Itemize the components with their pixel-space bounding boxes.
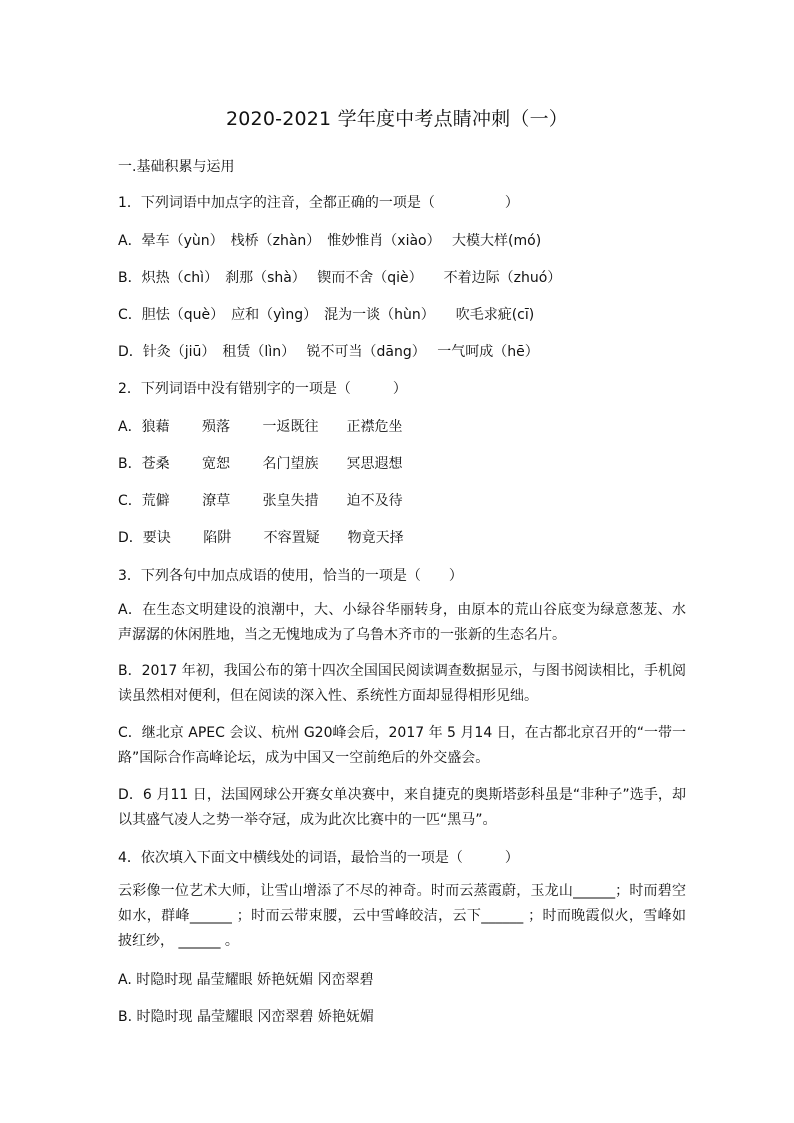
question-3-option-b: B．2017 年初，我国公布的第十四次全国国民阅读调查数据显示，与图书阅读相比，手机阅读虽然相对便利，但在阅读的深入性、系统性方面却显得相形见绌。 <box>118 663 686 704</box>
question-4-option-b: B. 时隐时现 晶莹耀眼 冈峦翠碧 娇艳妩媚 <box>118 1009 374 1025</box>
question-1-option-d: D．针灸（jiū） 租赁（lìn） 锐不可当（dāng） 一气呵成（hē） <box>118 344 539 360</box>
question-3-option-d: D．6 月11 日，法国网球公开赛女单决赛中，来自捷克的奥斯塔彭科虽是“非种子”选手，却以其盛气凌人之势一举夺冠，成为此次比赛中的一匹“黑马”。 <box>118 787 686 828</box>
question-1-option-c: C．胆怯（què） 应和（yìng） 混为一谈（hùn） 吹毛求疵(cī) <box>118 307 535 323</box>
question-4-passage: 云彩像一位艺术大师，让雪山增添了不尽的神奇。时而云蒸霞蔚，玉龙山______；时而碧空如水，群峰______ ；时而云带束腰，云中雪峰皎洁，云下______ ；时而晚霞似火，雪峰如披红纱， ______ 。 <box>118 883 686 949</box>
question-4-stem: 4．依次填入下面文中横线处的词语，最恰当的一项是（ ） <box>118 850 519 866</box>
page-title: 2020-2021 学年度中考点睛冲刺（一） <box>225 108 568 130</box>
question-1-option-a: A．晕车（yùn） 栈桥（zhàn） 惟妙惟肖（xiào） 大模大样(mó) <box>118 233 542 249</box>
section-heading: 一.基础积累与运用 <box>118 159 235 175</box>
question-3-stem: 3．下列各句中加点成语的使用，恰当的一项是（ ） <box>118 568 463 584</box>
question-2-option-c: C．荒僻 潦草 张皇失措 迫不及待 <box>118 493 403 509</box>
question-2-option-a: A．狼藉 殒落 一返既往 正襟危坐 <box>118 419 403 435</box>
question-1-stem: 1．下列词语中加点字的注音，全都正确的一项是（ ） <box>118 195 519 211</box>
question-3-option-a: A．在生态文明建设的浪潮中，大、小绿谷华丽转身，由原本的荒山谷底变为绿意葱茏、水声潺潺的休闲胜地，当之无愧地成为了乌鲁木齐市的一张新的生态名片。 <box>118 602 686 643</box>
question-4-option-a: A. 时隐时现 晶莹耀眼 娇艳妩媚 冈峦翠碧 <box>118 972 374 988</box>
question-2-stem: 2．下列词语中没有错别字的一项是（ ） <box>118 381 407 397</box>
question-2-option-d: D．要诀 陷阱 不容置疑 物竟天择 <box>118 530 404 546</box>
question-1-option-b: B．炽热（chì） 刹那（shà） 锲而不舍（qiè） 不着边际（zhuó） <box>118 270 562 286</box>
question-3-option-c: C．继北京 APEC 会议、杭州 G20峰会后，2017 年 5 月14 日，在古都北京召开的“一带一路”国际合作高峰论坛，成为中国又一空前绝后的外交盛会。 <box>118 725 686 766</box>
question-2-option-b: B．苍桑 宽恕 名门望族 冥思遐想 <box>118 456 403 472</box>
